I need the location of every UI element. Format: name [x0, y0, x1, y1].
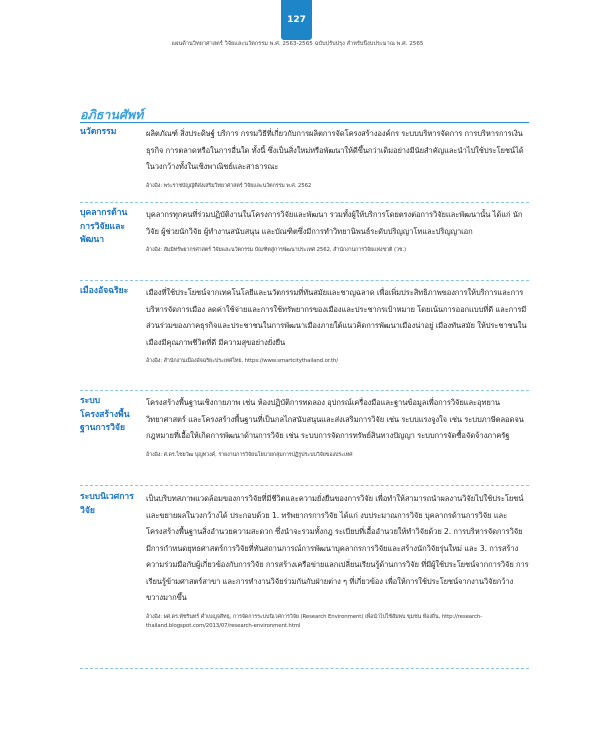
term-label: เมืองอัจฉริยะ [80, 286, 129, 296]
reference-note: อ้างอิง: สัมมิทรัพยากรศาสตร์ วิจัยและนวัตกรรม บัณฑิตสู่การพัฒนาประเทศ 2562, สำนักงานการวิจัยแห่งชาติ (วช.) [146, 247, 407, 253]
reference-note: อ้างอิง: สำนักงานเมืองอัจฉริยะประเทศไทย, https://www.smartcitythailand.or.th/ [146, 358, 339, 364]
entry-divider [80, 668, 529, 669]
term-label: ระบบนิเวศการวิจัย [80, 492, 134, 516]
definition [146, 285, 529, 366]
reference-note: อ้างอิง: ผศ.ดร.พัชรินทร์ คำเบญจสิทธุ, การจัดการระบบนิเวศการวิจัย (Research Environment) เพื่อนำไปใช้สัมพบ ขุมชน ท้องถิ่น, http://research-thailand.blogspot.com/2013/07/research-environment.html [146, 613, 483, 629]
definition-text: ผลิตภัณฑ์ สิ่งประดิษฐ์ บริการ กรรมวิธีที่เกี่ยวกับการผลิตการจัดโครงสร้างองค์กร ระบบบริหารจัดการ การบริหารการเงิน ธุรกิจ การตลาดหรือในการอื่นใด ทั้งนี้ ซึ่งเป็นสิ่งใหม่หรือพัฒนาให้ดีขึ้นกว่าเดิมอย่างมีนัยสำคัญและนำไปใช้ประโยชน์ได้ในวงกว้างทั้งในเชิงพาณิชย์และสาธารณะ [146, 129, 524, 171]
definition [146, 395, 529, 460]
term-label: นวัตกรรม [80, 127, 117, 137]
definition [146, 126, 529, 191]
definition-text: เป็นบริบทสภาพแวดล้อมของการวิจัยที่มีชีวิตและความยั่งยืนของการวิจัย เพื่อทำให้สามารถนำผลงานวิจัยไปใช้ประโยชน์และขยายผลในวงกว้างได้ ประกอบด้วย 1. ทรัพยากรการวิจัย ได้แก่ งบประมาณการวิจัย บุคลากรด้านการวิจัย และโครงสร้างพื้นฐานสิ่งอำนวยความสะดวก ซึ่งนำจะรวมทั้งกฎ ระเบียบที่เอื้ออำนวยให้ทำวิจัยด้วย 2. การบริหารจัดการวิจัย มีการกำหนดยุทธศาสตร์การวิจัยที่ทันสถานการณ์การพัฒนาบุคลากรการวิจัยและสร้างนักวิจัยรุ่นใหม่ และ 3. การสร้างความร่วมมือกับผู้เกี่ยวข้องกับการวิจัย การสร้างเครือข่ายแลกเปลี่ยนเรียนรู้ด้านการวิจัย ที่มีผู้ใช้ประโยชน์จากการวิจัย การเรียนรู้ข้ามศาสตร์สาขา และการทำงานวิจัยร่วมกันกับฝ่ายต่าง ๆ ที่เกี่ยวข้อง เพื่อให้การใช้ประโยชน์จากงานวิจัยกว้างขวางมากขึ้น [146, 494, 529, 602]
page-number-tab [281, 0, 312, 40]
section-divider [80, 122, 529, 123]
page-number: 127 [287, 15, 306, 25]
definition [146, 491, 529, 631]
running-header: แผนด้านวิทยาศาสตร์ วิจัยและนวัตกรรม พ.ศ. 2563-2565 ฉบับปรับปรุง สำหรับปีงบประมาณ พ.ศ. 2565 [171, 41, 424, 47]
entry-divider [80, 485, 529, 486]
reference-note: อ้างอิง: ศ.ดร.ไชยวัฒ บุญทวงค์, รายงานการวิจัยนโยบายกลุ่มการปฏิรูประบบวิจัยของประเทศ [146, 451, 353, 458]
section-title: อภิธานศัพท์ [80, 107, 144, 122]
definition-text: บุคลากรทุกคนที่ร่วมปฏิบัติงานในโครงการวิจัยและพัฒนา รวมทั้งผู้ให้บริการโดยตรงต่อการวิจัยและพัฒนานั้น ได้แก่ นักวิจัย ผู้ช่วยนักวิจัย ผู้ทำงานสนับสนุน และบัณฑิตซึ่งมีการทำวิทยานิพนธ์ระดับปริญญาโทและปริญญาเอก [146, 210, 523, 236]
entry-divider [80, 390, 529, 391]
term-label: บุคลากรด้านการวิจัยและพัฒนา [80, 208, 128, 245]
reference-note: อ้างอิง: พระราชบัญญัติส่งเสริมวิทยาศาสตร์ วิจัยและนวัตกรรม พ.ศ. 2562 [146, 182, 312, 189]
entry-divider [80, 202, 529, 203]
entry-divider [80, 280, 529, 281]
definition [146, 207, 529, 255]
definition-text: เมืองที่ใช้ประโยชน์จากเทคโนโลยีและนวัตกรรมที่ทันสมัยและชาญฉลาด เพื่อเพิ่มประสิทธิภาพของการให้บริการและการบริหารจัดการเมือง ลดค่าใช้จ่ายและการใช้ทรัพยากรของเมืองและประชากรเป้าหมาย โดยเน้นการออกแบบที่ดี และการมีส่วนร่วมของภาคธุรกิจและประชาชนในการพัฒนาเมืองภายใต้แนวคิดการพัฒนาเมืองน่าอยู่ เมืองทันสมัย ให้ประชาชนในเมืองมีคุณภาพชีวิตที่ดี มีความสุขอย่างยั่งยืน [146, 288, 527, 347]
definition-text: โครงสร้างพื้นฐานเชิงกายภาพ เช่น ห้องปฏิบัติการทดลอง อุปกรณ์เครื่องมือและฐานข้อมูลเพื่อการวิจัยและอุทยานวิทยาศาสตร์ และโครงสร้างพื้นฐานที่เป็นกลไกสนับสนุนและส่งเสริมการวิจัย เช่น ระบบแรงจูงใจ เช่น ระบบภาษีตลอดจนกฎหมายที่เอื้อให้เกิดการพัฒนาด้านการวิจัย เช่น ระบบการจัดการทรัพย์สินทางปัญญา ระบบการจัดซื้อจัดจ้างภาครัฐ [146, 398, 524, 440]
term-label: ระบบโครงสร้างพื้นฐานการวิจัย [80, 396, 130, 433]
